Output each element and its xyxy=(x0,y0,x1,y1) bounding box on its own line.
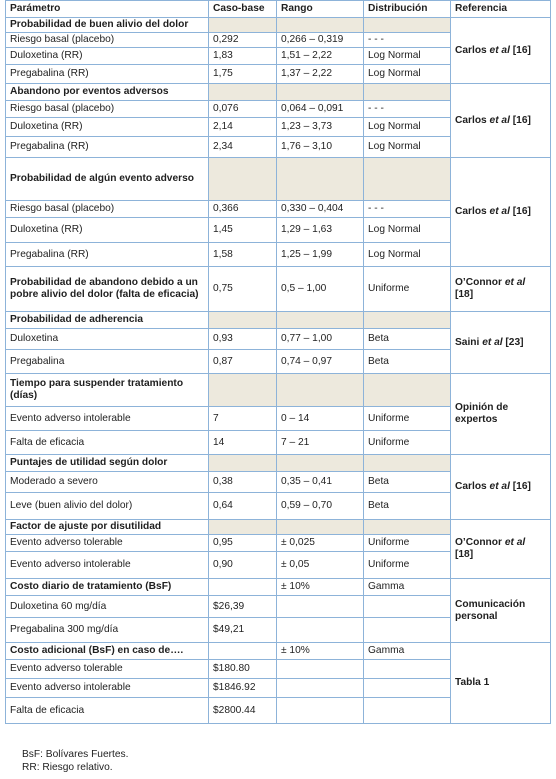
table-row: Falta de eficacia $2800.44 xyxy=(6,698,551,724)
section-row: Costo adicional (BsF) en caso de…. ± 10% Gamma Tabla 1 xyxy=(6,643,551,660)
section-title: Abandono por eventos adversos xyxy=(6,84,209,101)
table-row: Riesgo basal (placebo) 0,076 0,064 – 0,091 - - - xyxy=(6,101,551,118)
header-parametro: Parámetro xyxy=(6,1,209,18)
table-row: Pregabalina (RR) 1,75 1,37 – 2,22 Log Normal xyxy=(6,65,551,84)
footnote-rr: RR: Riesgo relativo. xyxy=(22,762,113,773)
table-row: Moderado a severo 0,38 0,35 – 0,41 Beta xyxy=(6,472,551,493)
table-row: Evento adverso tolerable $180.80 xyxy=(6,660,551,679)
reference-cell: Carlos et al [16] xyxy=(451,18,551,84)
section-row xyxy=(6,520,551,535)
reference-cell: Comunicación personal xyxy=(451,579,551,643)
section-row xyxy=(6,84,551,101)
section-row xyxy=(6,374,551,407)
table-row: Pregabalina 300 mg/día $49,21 xyxy=(6,618,551,643)
header-distribucion: Distribución xyxy=(364,1,451,18)
header-referencia: Referencia xyxy=(451,1,551,18)
reference-cell: Opinión de expertos xyxy=(451,374,551,455)
table-row: Pregabalina (RR) 1,58 1,25 – 1,99 Log Normal xyxy=(6,243,551,267)
reference-cell: Tabla 1 xyxy=(451,643,551,724)
section-title: Costo diario de tratamiento (BsF) xyxy=(6,579,209,596)
section-title: Costo adicional (BsF) en caso de…. xyxy=(6,643,209,660)
table-footnotes xyxy=(22,748,128,774)
table-row: Duloxetina (RR) 1,45 1,29 – 1,63 Log Normal xyxy=(6,218,551,243)
table-row: Duloxetina 0,93 0,77 – 1,00 Beta xyxy=(6,329,551,350)
table-row: Evento adverso intolerable 7 0 – 14 Uniforme xyxy=(6,407,551,431)
table-row: Pregabalina 0,87 0,74 – 0,97 Beta xyxy=(6,350,551,374)
section-title: Probabilidad de abandono debido a un pobre alivio del dolor (falta de eficacia) xyxy=(6,267,209,312)
reference-cell: O’Connor et al [18] xyxy=(451,520,551,579)
section-row xyxy=(6,18,551,33)
table-row: Evento adverso tolerable 0,95 ± 0,025 Uniforme xyxy=(6,535,551,552)
reference-cell: O’Connor et al [18] xyxy=(451,267,551,312)
reference-cell: Saini et al [23] xyxy=(451,312,551,374)
reference-cell: Carlos et al [16] xyxy=(451,158,551,267)
reference-cell: Carlos et al [16] xyxy=(451,455,551,520)
header-rango: Rango xyxy=(277,1,364,18)
table-row: Duloxetina (RR) 1,83 1,51 – 2,22 Log Normal xyxy=(6,48,551,65)
section-title: Factor de ajuste por disutilidad xyxy=(6,520,209,535)
section-row xyxy=(6,158,551,201)
table-row: Leve (buen alivio del dolor) 0,64 0,59 – 0,70 Beta xyxy=(6,493,551,520)
header-row xyxy=(6,1,551,18)
table-row: Pregabalina (RR) 2,34 1,76 – 3,10 Log Normal xyxy=(6,137,551,158)
section-title: Probabilidad de adherencia xyxy=(6,312,209,329)
table-row: Duloxetina 60 mg/día $26,39 xyxy=(6,596,551,618)
section-row: Costo diario de tratamiento (BsF) ± 10% Gamma Comunicación personal xyxy=(6,579,551,596)
parameters-table xyxy=(5,0,551,724)
section-title: Probabilidad de algún evento adverso xyxy=(6,158,209,201)
section-title: Tiempo para suspender tratamiento (días) xyxy=(6,374,209,407)
table-row: Riesgo basal (placebo) 0,292 0,266 – 0,319 - - - xyxy=(6,33,551,48)
table-row: Riesgo basal (placebo) 0,366 0,330 – 0,404 - - - xyxy=(6,201,551,218)
footnote-bsf: BsF: Bolívares Fuertes. xyxy=(22,749,129,760)
table-row: Evento adverso intolerable 0,90 ± 0,05 Uniforme xyxy=(6,552,551,579)
section-row xyxy=(6,455,551,472)
table-row: Duloxetina (RR) 2,14 1,23 – 3,73 Log Normal xyxy=(6,118,551,137)
header-caso-base: Caso-base xyxy=(209,1,277,18)
section-row: Probabilidad de abandono debido a un pobre alivio del dolor (falta de eficacia) 0,75 0,5 – 1,00 Uniforme O’Connor et al [18] xyxy=(6,267,551,312)
table-row: Falta de eficacia 14 7 – 21 Uniforme xyxy=(6,431,551,455)
reference-cell: Carlos et al [16] xyxy=(451,84,551,158)
section-title: Puntajes de utilidad según dolor xyxy=(6,455,209,472)
section-row xyxy=(6,312,551,329)
section-title: Probabilidad de buen alivio del dolor xyxy=(6,18,209,33)
table-row: Evento adverso intolerable $1846.92 xyxy=(6,679,551,698)
